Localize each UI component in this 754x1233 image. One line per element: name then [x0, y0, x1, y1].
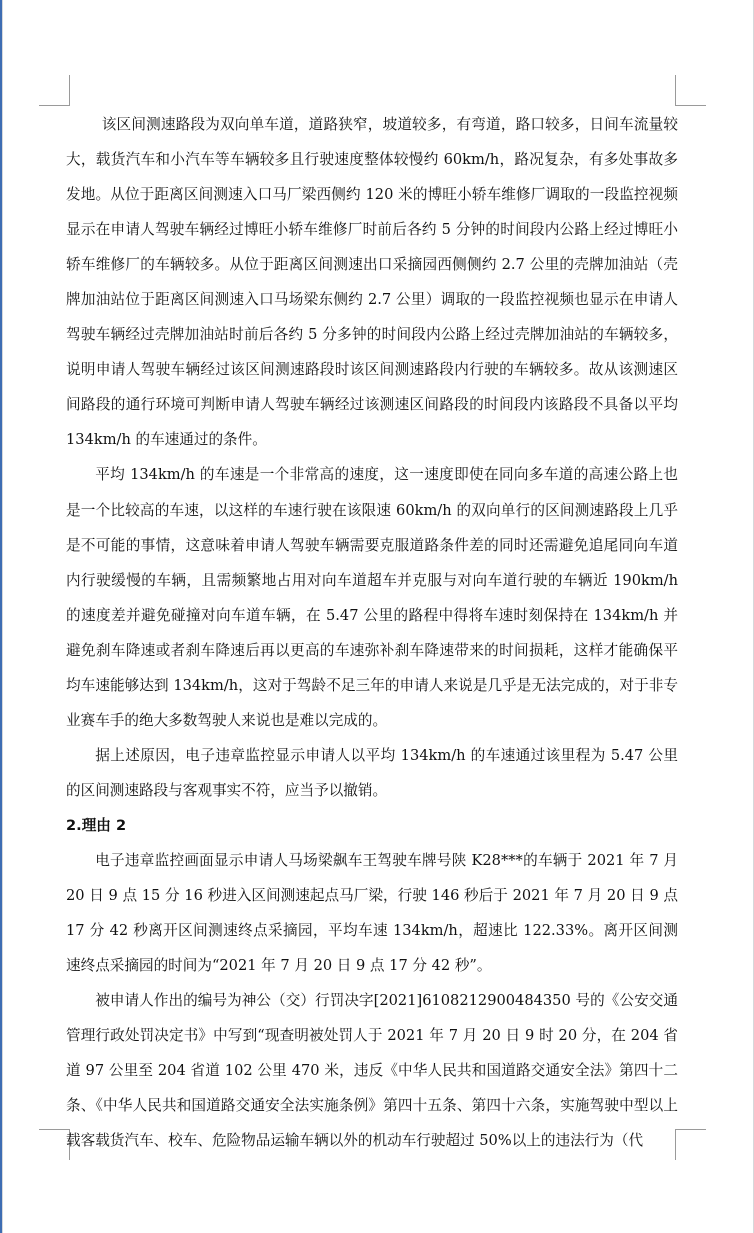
document-body[interactable] [66, 107, 678, 1158]
paragraph: 平均 134km/h 的车速是一个非常高的速度，这一速度即使在同向多车道的高速公路上也是一个比较高的车速，以这样的车速行驶在该限速 60km/h 的双向单行的区间测速路段上几乎是不可能的事情，这意味着申请人驾驶车辆需要克服道路条件差的同时还需避免追尾同向车道内行驶缓慢的车辆，且需频繁地占用对向车道超车并克服与对向车道行驶的车辆近 190km/h 的速度差并避免碰撞对向车道车辆，在 5.47 公里的路程中得将车速时刻保持在 134km/h 并避免刹车降速或者刹车降速后再以更高的车速弥补刹车降速带来的时间损耗，这样才能确保平均车速能够达到 134km/h，这对于驾龄不足三年的申请人来说是几乎是无法完成的，对于非专业赛车手的绝大多数驾驶人来说也是难以完成的。 [66, 466, 678, 729]
section-heading: 2.理由 2 [66, 816, 127, 834]
paragraph: 电子违章监控画面显示申请人马场梁飙车王驾驶车牌号陕 K28***的车辆于 2021 年 7 月 20 日 9 点 15 分 16 秒进入区间测速起点马厂梁，行驶 146 秒后于 2021 年 7 月 20 日 9 点 17 分 42 秒离开区间测速终点采摘园，平均车速 134km/h，超速比 122.33%。离开区间测速终点采摘园的时间为“2021 年 7 月 20 日 9 点 17 分 42 秒”。 [66, 851, 678, 975]
paragraph: 据上述原因，电子违章监控显示申请人以平均 134km/h 的车速通过该里程为 5.47 公里的区间测速路段与客观事实不符，应当予以撤销。 [66, 746, 678, 799]
margin-mark-top-left [39, 75, 70, 106]
margin-mark-top-right [675, 75, 706, 106]
margin-mark-bottom-right [675, 1129, 706, 1160]
paragraph: 该区间测速路段为双向单车道，道路狭窄，坡道较多，有弯道，路口较多，日间车流量较大，载货汽车和小汽车等车辆较多且行驶速度整体较慢约 60km/h，路况复杂，有多处事故多发地。从位于距离区间测速入口马厂梁西侧约 120 米的博旺小轿车维修厂调取的一段监控视频显示在申请人驾驶车辆经过博旺小轿车维修厂时前后各约 5 分钟的时间段内公路上经过博旺小轿车维修厂的车辆较多。从位于距离区间测速出口采摘园西侧侧约 2.7 公里的壳牌加油站（壳牌加油站位于距离区间测速入口马场梁东侧约 2.7 公里）调取的一段监控视频也显示在申请人驾驶车辆经过壳牌加油站时前后各约 5 分多钟的时间段内公路上经过壳牌加油站的车辆较多，说明申请人驾驶车辆经过该区间测速路段时该区间测速路段内行驶的车辆较多。故从该测速区间路段的通行环境可判断申请人驾驶车辆经过该测速区间路段的时间段内该路段不具备以平均 134km/h 的车速通过的条件。 [66, 116, 678, 449]
paragraph: 被申请人作出的编号为神公（交）行罚决字[2021]6108212900484350 号的《公安交通管理行政处罚决定书》中写到“现查明被处罚人于 2021 年 7 月 20 日 9 时 20 分，在 204 省道 97 公里至 204 省道 102 公里 470 米，违反《中华人民共和国道路交通安全法》第四十二条、《中华人民共和国道路交通安全法实施条例》第四十五条、第四十六条，实施驾驶中型以上载客载货汽车、校车、危险物品运输车辆以外的机动车行驶超过 50%以上的违法行为（代 [66, 992, 678, 1150]
document-page [2, 0, 754, 1233]
